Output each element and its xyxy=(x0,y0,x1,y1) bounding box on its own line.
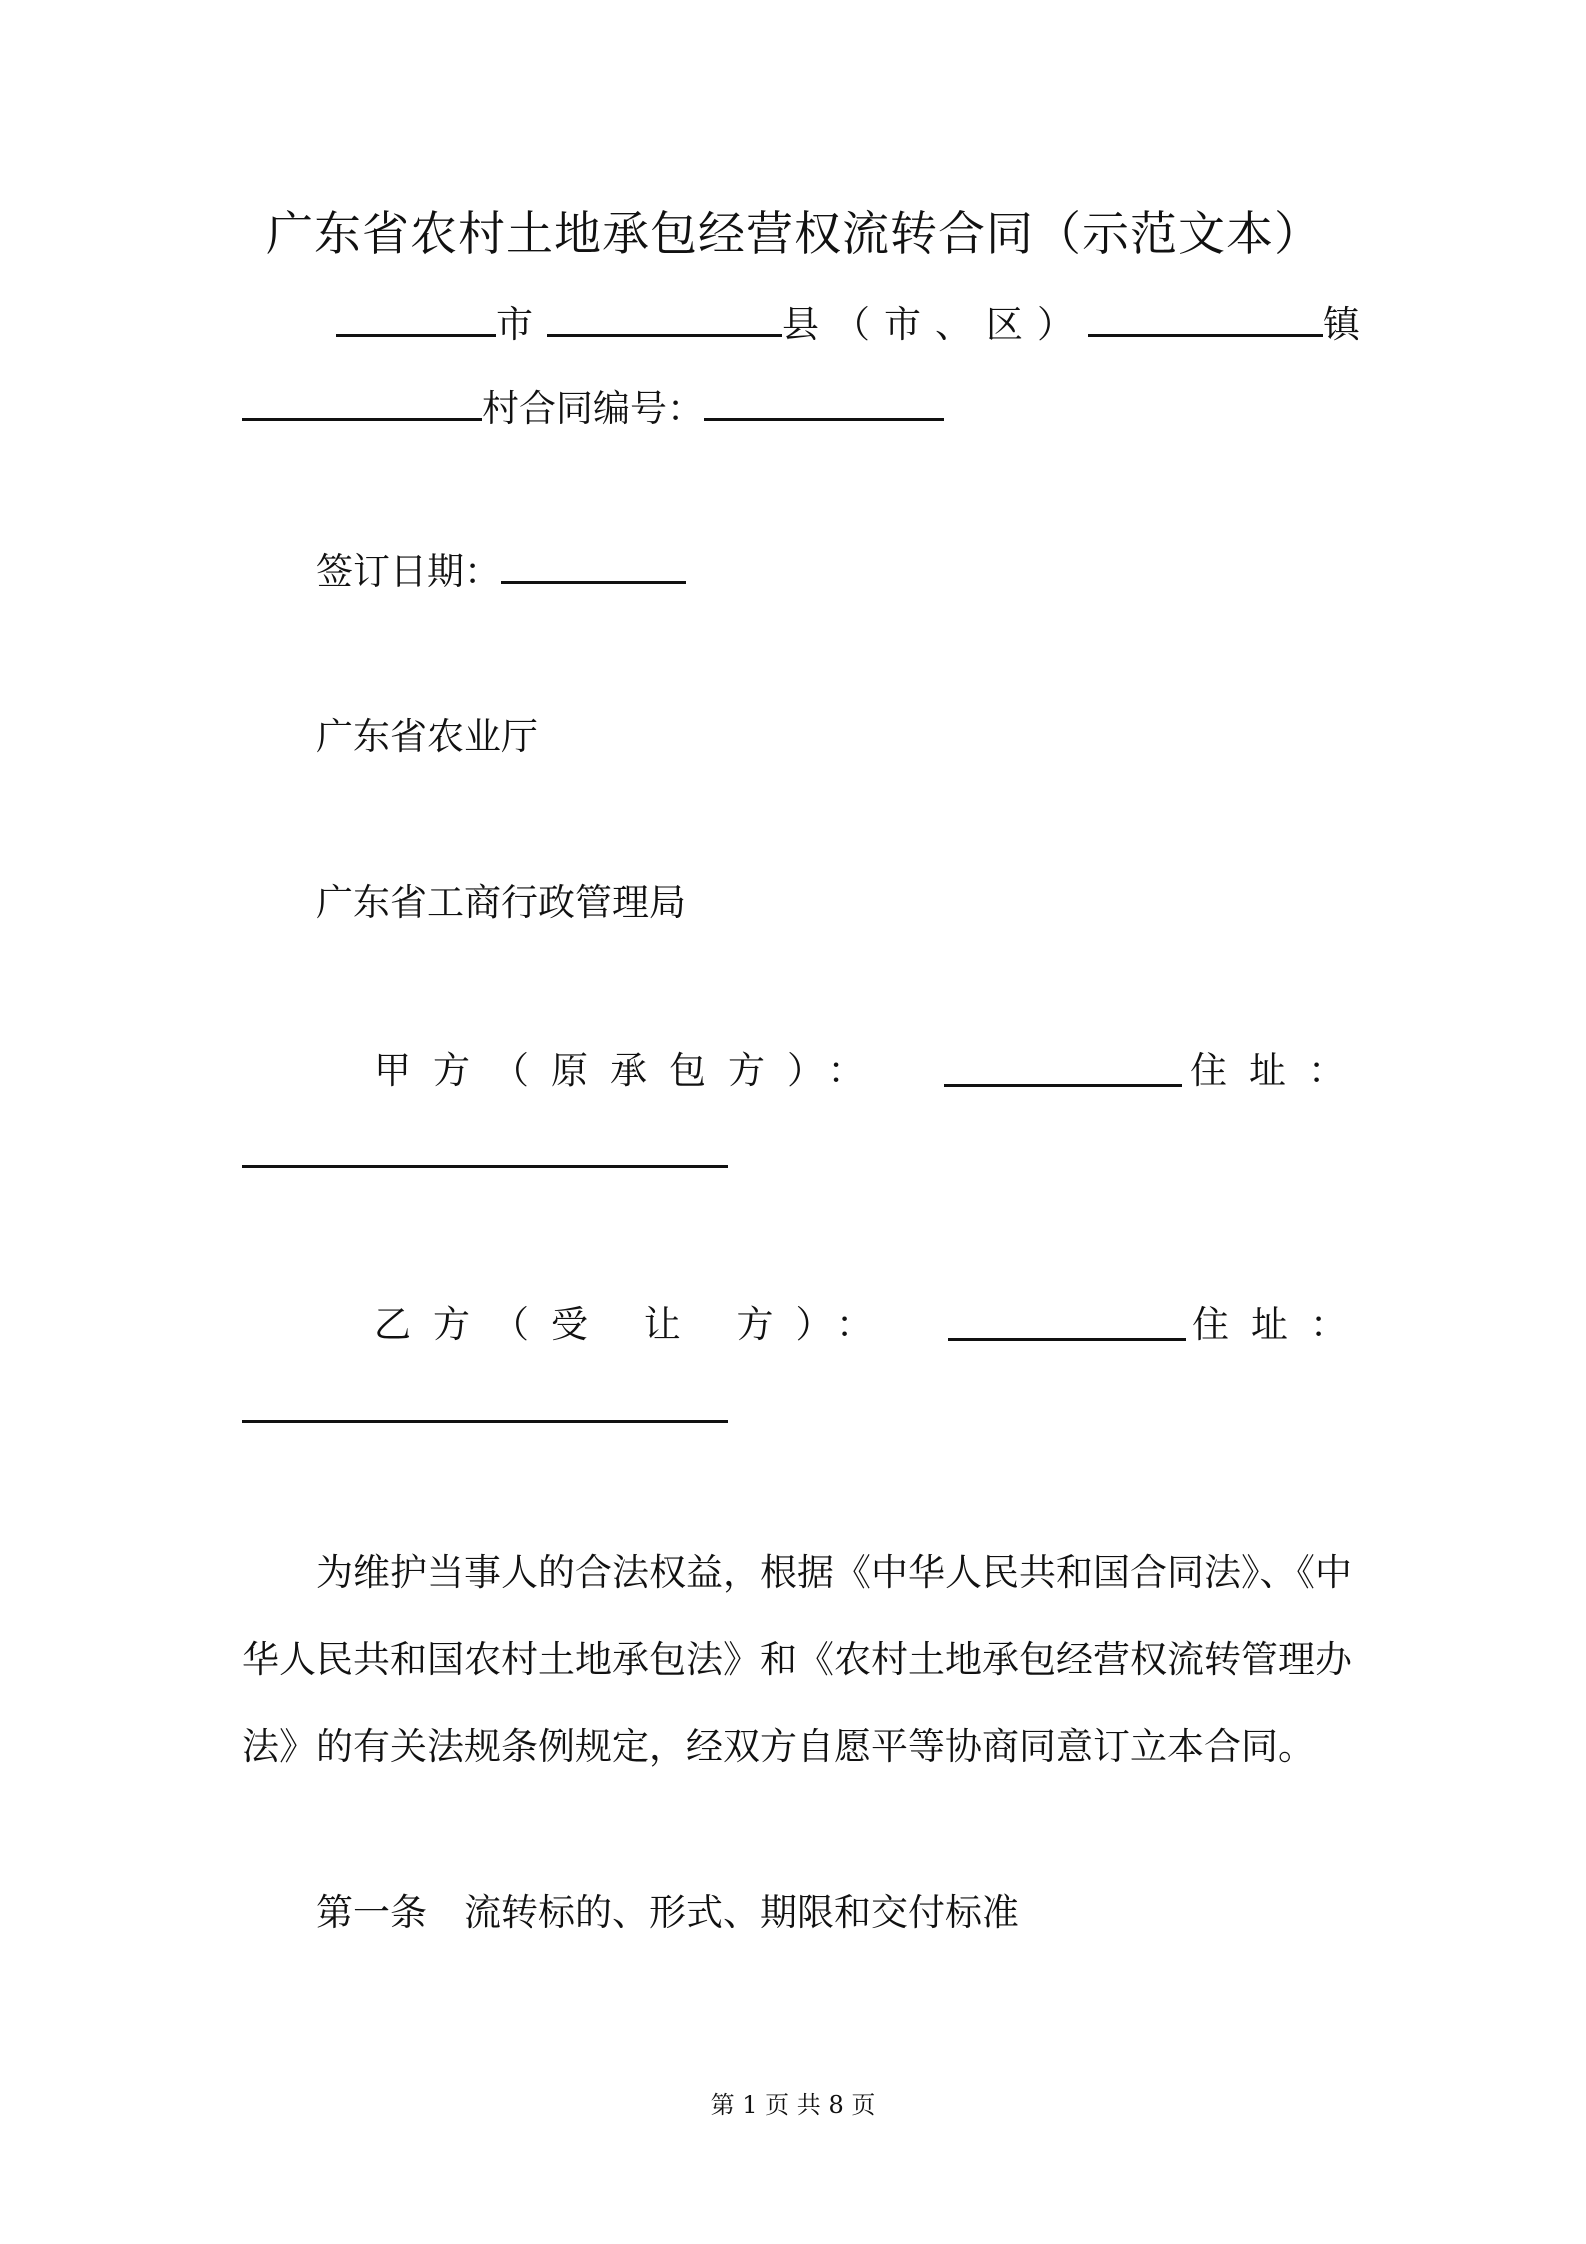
party-a-name-blank[interactable] xyxy=(944,1084,1182,1087)
location-line xyxy=(336,298,1360,350)
sign-date-label: 签订日期： xyxy=(316,550,501,593)
city-blank[interactable] xyxy=(336,298,496,337)
issuer-agriculture: 广东省农业厅 xyxy=(316,715,538,758)
article-1-heading: 第一条 流转标的、形式、期限和交付标准 xyxy=(316,1891,1019,1934)
preamble-line-1: 为维护当事人的合法权益，根据《中华人民共和国合同法》、《中 xyxy=(316,1551,1352,1594)
town-blank[interactable] xyxy=(1088,298,1323,337)
party-b-address-label: 住址： xyxy=(1192,1303,1369,1346)
sign-date-blank[interactable] xyxy=(501,545,686,584)
party-b-label: 乙方（受 让 方）： xyxy=(374,1303,896,1346)
city-label: 市 xyxy=(496,303,533,346)
preamble-line-2: 华人民共和国农村土地承包法》和《农村土地承包经营权流转管理办 xyxy=(242,1638,1352,1681)
page-number: 第 1 页 共 8 页 xyxy=(710,2091,876,2119)
county-label: 县（市、区） xyxy=(782,303,1088,346)
preamble-line-3: 法》的有关法规条例规定，经双方自愿平等协商同意订立本合同。 xyxy=(242,1725,1315,1768)
party-a-label: 甲方（原承包方）： xyxy=(374,1049,887,1092)
party-b-address-blank[interactable] xyxy=(242,1420,728,1423)
party-a-address-blank[interactable] xyxy=(242,1165,728,1168)
document-title: 广东省农村土地承包经营权流转合同（示范文本） xyxy=(266,207,1322,262)
village-line xyxy=(242,382,944,434)
sign-date-line xyxy=(316,545,686,597)
party-b-name-blank[interactable] xyxy=(948,1338,1186,1341)
village-contract-no-label: 村合同编号： xyxy=(482,387,704,430)
town-label: 镇 xyxy=(1323,303,1360,346)
party-a-address-label: 住址： xyxy=(1190,1049,1367,1092)
issuer-commerce: 广东省工商行政管理局 xyxy=(316,881,686,924)
county-blank[interactable] xyxy=(547,298,782,337)
village-blank[interactable] xyxy=(242,382,482,421)
contract-no-blank[interactable] xyxy=(704,382,944,421)
